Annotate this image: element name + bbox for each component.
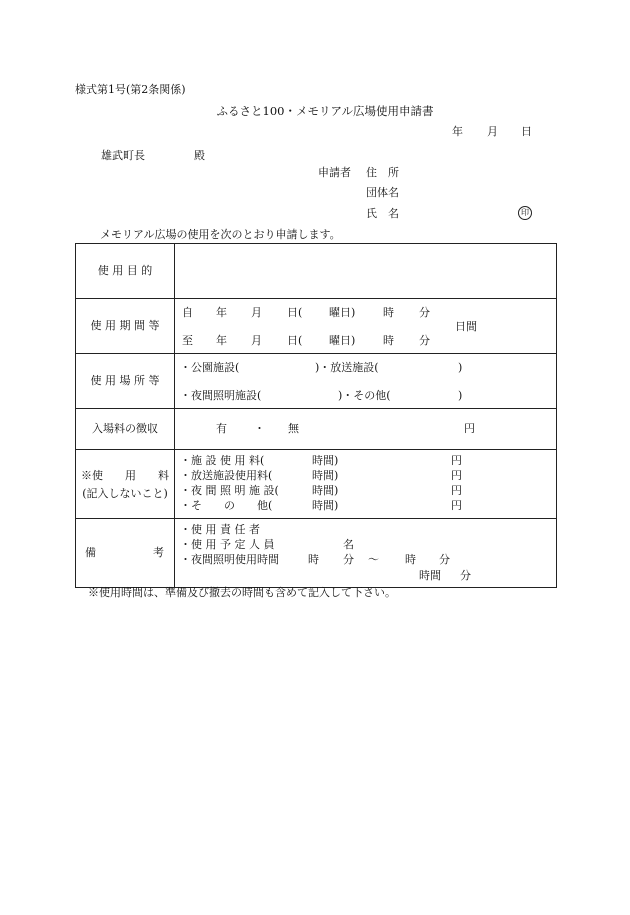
date-month-label: 月 xyxy=(487,125,498,138)
fee-input-cell xyxy=(175,450,557,519)
remarks-lighting-min2: 分 xyxy=(439,553,450,566)
fee-item-yen: 円 xyxy=(451,454,462,467)
admission-no: 無 xyxy=(288,422,299,435)
place-label: 使 用 場 所 等 xyxy=(90,374,160,387)
place-broadcast: )・放送施設( xyxy=(315,361,379,374)
place-broadcast-close: ) xyxy=(458,361,463,374)
place-input-cell[interactable] xyxy=(175,354,557,409)
row-remarks xyxy=(76,519,557,588)
fee-item-name: ・放送施設使用料( xyxy=(180,469,273,482)
fee-item-name: ・そ の 他( xyxy=(180,499,273,512)
fee-item-hours: 時間) xyxy=(312,469,339,482)
applicant-group-label: 団体名 xyxy=(366,186,399,199)
period-to-month: 月 xyxy=(251,334,262,347)
admission-yes: 有 xyxy=(216,422,227,435)
remarks-users: ・使 用 予 定 人 員 xyxy=(180,538,275,551)
remarks-label-right: 考 xyxy=(153,546,164,559)
period-to-day: 日( xyxy=(287,334,303,347)
remarks-input-cell[interactable] xyxy=(175,519,557,588)
date-day-label: 日 xyxy=(521,125,532,138)
applicant-label: 申請者 xyxy=(318,166,351,179)
row-period xyxy=(76,299,557,354)
row-fee xyxy=(76,450,557,519)
place-label-cell xyxy=(76,354,175,409)
fee-label-note: (記入しないこと) xyxy=(82,487,168,500)
fee-item-hours: 時間) xyxy=(312,454,339,467)
place-other-close: ) xyxy=(458,389,463,402)
admission-label-cell xyxy=(76,409,175,450)
fee-label-cell xyxy=(76,450,175,519)
row-purpose xyxy=(76,244,557,299)
fee-item-hours: 時間) xyxy=(312,499,339,512)
period-to-minute: 分 xyxy=(419,334,430,347)
period-from-prefix: 自 xyxy=(182,306,193,319)
remarks-manager: ・使 用 責 任 者 xyxy=(180,523,260,536)
remarks-users-unit: 名 xyxy=(343,538,354,551)
period-from-weekday: 曜日) xyxy=(329,306,356,319)
fee-item-yen: 円 xyxy=(451,499,462,512)
fee-label: ※使 用 料 xyxy=(81,469,169,482)
period-from-hour: 時 xyxy=(383,306,394,319)
purpose-input-cell[interactable] xyxy=(175,244,557,299)
form-number: 様式第1号(第2条関係) xyxy=(75,83,186,96)
purpose-label-cell xyxy=(76,244,175,299)
period-from-month: 月 xyxy=(251,306,262,319)
period-to-year: 年 xyxy=(216,334,227,347)
remarks-label-cell xyxy=(76,519,175,588)
seal-mark xyxy=(518,206,532,220)
addressee-honorific: 殿 xyxy=(194,149,205,162)
remarks-total-min: 分 xyxy=(460,569,471,582)
fee-item-yen: 円 xyxy=(451,484,462,497)
footnote: ※使用時間は、準備及び撤去の時間も含めて記入して下さい。 xyxy=(88,586,396,599)
period-from-minute: 分 xyxy=(419,306,430,319)
addressee-name: 雄武町長 xyxy=(101,149,145,162)
period-to-hour: 時 xyxy=(383,334,394,347)
fee-item-name: ・施 設 使 用 料( xyxy=(180,454,265,467)
period-days: 日間 xyxy=(455,320,477,333)
applicant-address-label: 住 所 xyxy=(366,166,399,179)
period-label: 使 用 期 間 等 xyxy=(90,319,160,332)
remarks-lighting-min1: 分 xyxy=(343,553,354,566)
purpose-label: 使 用 目 的 xyxy=(97,264,153,277)
date-year-label: 年 xyxy=(452,125,463,138)
period-input-cell[interactable] xyxy=(175,299,557,354)
application-table xyxy=(75,243,557,588)
applicant-name-label: 氏 名 xyxy=(366,207,399,220)
period-from-day: 日( xyxy=(287,306,303,319)
remarks-total-hours: 時間 xyxy=(419,569,441,582)
fee-item-hours: 時間) xyxy=(312,484,339,497)
remarks-lighting-hour1: 時 xyxy=(308,553,319,566)
period-label-cell xyxy=(76,299,175,354)
admission-label: 入場料の徴収 xyxy=(92,422,158,435)
row-place xyxy=(76,354,557,409)
period-to-weekday: 曜日) xyxy=(329,334,356,347)
fee-item-yen: 円 xyxy=(451,469,462,482)
place-park: ・公園施設( xyxy=(180,361,240,374)
remarks-lighting: ・夜間照明使用時間 xyxy=(180,553,279,566)
place-other: )・その他( xyxy=(338,389,391,402)
period-from-year: 年 xyxy=(216,306,227,319)
intro-text: メモリアル広場の使用を次のとおり申請します。 xyxy=(100,228,341,241)
admission-yen: 円 xyxy=(464,422,475,435)
remarks-lighting-hour2: 時 xyxy=(405,553,416,566)
seal-icon: 印 xyxy=(518,206,532,220)
remarks-label-left: 備 xyxy=(85,546,96,559)
row-admission xyxy=(76,409,557,450)
form-title: ふるさと100・メモリアル広場使用申請書 xyxy=(216,104,434,118)
place-night: ・夜間照明施設( xyxy=(180,389,262,402)
remarks-lighting-tilde: ～ xyxy=(368,553,379,566)
period-to-prefix: 至 xyxy=(182,334,193,347)
admission-input-cell[interactable] xyxy=(175,409,557,450)
fee-item-name: ・夜 間 照 明 施 設( xyxy=(180,484,279,497)
admission-dot: ・ xyxy=(254,422,265,435)
